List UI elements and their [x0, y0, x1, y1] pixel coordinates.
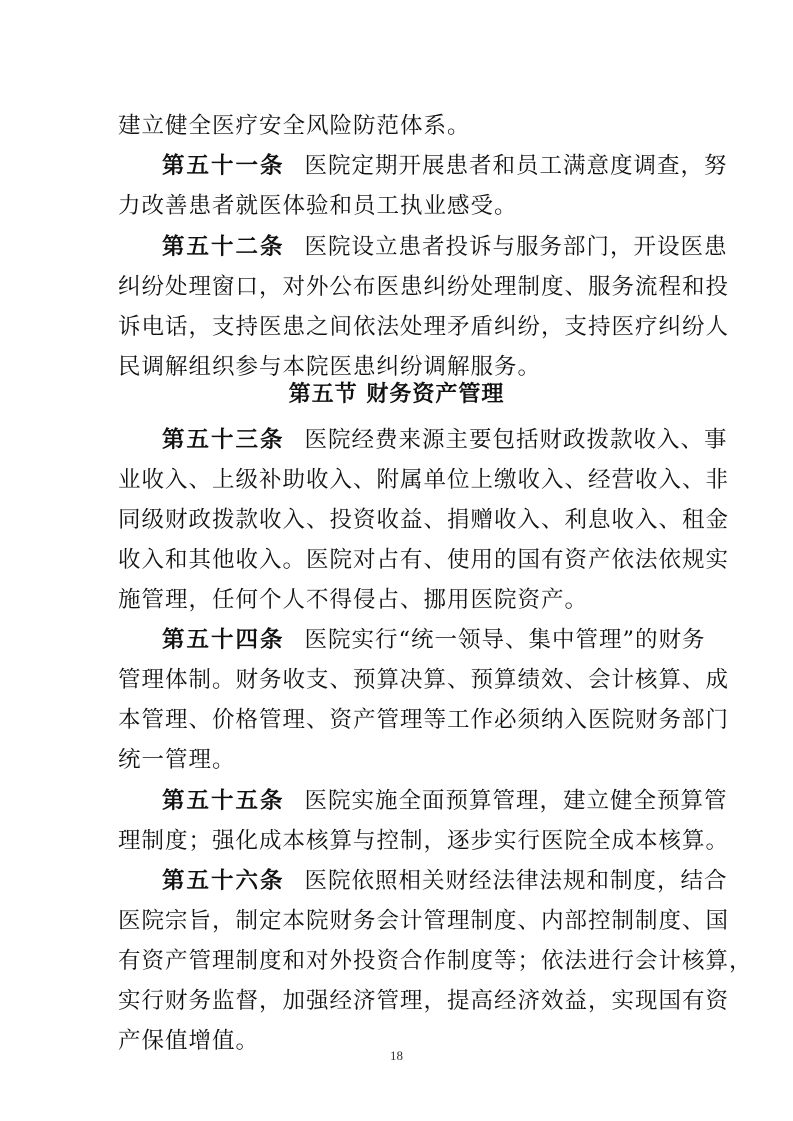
article-text: 医院实施全面预算管理，建立健全预算管	[304, 788, 728, 814]
article-52	[0, 232, 793, 262]
article-51	[0, 151, 793, 181]
article-label: 第五十四条	[162, 627, 285, 653]
text-line: 本管理、价格管理、资产管理等工作必须纳入医院财务部门	[118, 707, 730, 733]
text-line: 收入和其他收入。医院对占有、使用的国有资产依法依规实	[118, 547, 730, 573]
article-54	[0, 625, 793, 655]
text-line: 施管理，任何个人不得侵占、挪用医院资产。	[118, 587, 589, 613]
article-53	[0, 425, 793, 455]
text-line: 实行财务监督，加强经济管理，提高经济效益，实现国有资	[118, 988, 730, 1014]
article-text: 医院依照相关财经法律法规和制度，结合	[304, 868, 728, 894]
text-line: 统一管理。	[118, 747, 236, 773]
article-55	[0, 786, 793, 816]
article-label: 第五十五条	[162, 788, 285, 814]
article-56	[0, 866, 793, 896]
section-heading: 第五节 财务资产管理	[288, 382, 505, 407]
text-line: 建立健全医疗安全风险防范体系。	[118, 113, 471, 139]
text-line: 有资产管理制度和对外投资合作制度等；依法进行会计核算，	[118, 948, 753, 974]
article-text: 医院定期开展患者和员工满意度调查，努	[304, 153, 728, 179]
article-label: 第五十六条	[162, 868, 285, 894]
article-label: 第五十二条	[162, 234, 285, 260]
page-number: 18	[390, 1048, 403, 1063]
article-text: 医院设立患者投诉与服务部门，开设医患	[304, 234, 728, 260]
text-line: 纠纷处理窗口，对外公布医患纠纷处理制度、服务流程和投	[118, 274, 730, 300]
text-line: 业收入、上级补助收入、附属单位上缴收入、经营收入、非	[118, 467, 730, 493]
text-line: 理制度；强化成本核算与控制，逐步实行医院全成本核算。	[118, 828, 730, 854]
text-line: 产保值增值。	[118, 1028, 260, 1054]
text-line: 力改善患者就医体验和员工执业感受。	[118, 193, 518, 219]
text-line: 同级财政拨款收入、投资收益、捐赠收入、利息收入、租金	[118, 507, 730, 533]
text-line: 诉电话，支持医患之间依法处理矛盾纠纷，支持医疗纠纷人	[118, 314, 730, 340]
text-line: 医院宗旨，制定本院财务会计管理制度、内部控制制度、国	[118, 908, 730, 934]
text-line: 民调解组织参与本院医患纠纷调解服务。	[118, 354, 542, 380]
article-text: 医院实行“统一领导、集中管理”的财务	[304, 627, 706, 653]
article-label: 第五十三条	[162, 427, 285, 453]
article-label: 第五十一条	[162, 153, 285, 179]
text-line: 管理体制。财务收支、预算决算、预算绩效、会计核算、成	[118, 667, 730, 693]
article-text: 医院经费来源主要包括财政拨款收入、事	[304, 427, 728, 453]
